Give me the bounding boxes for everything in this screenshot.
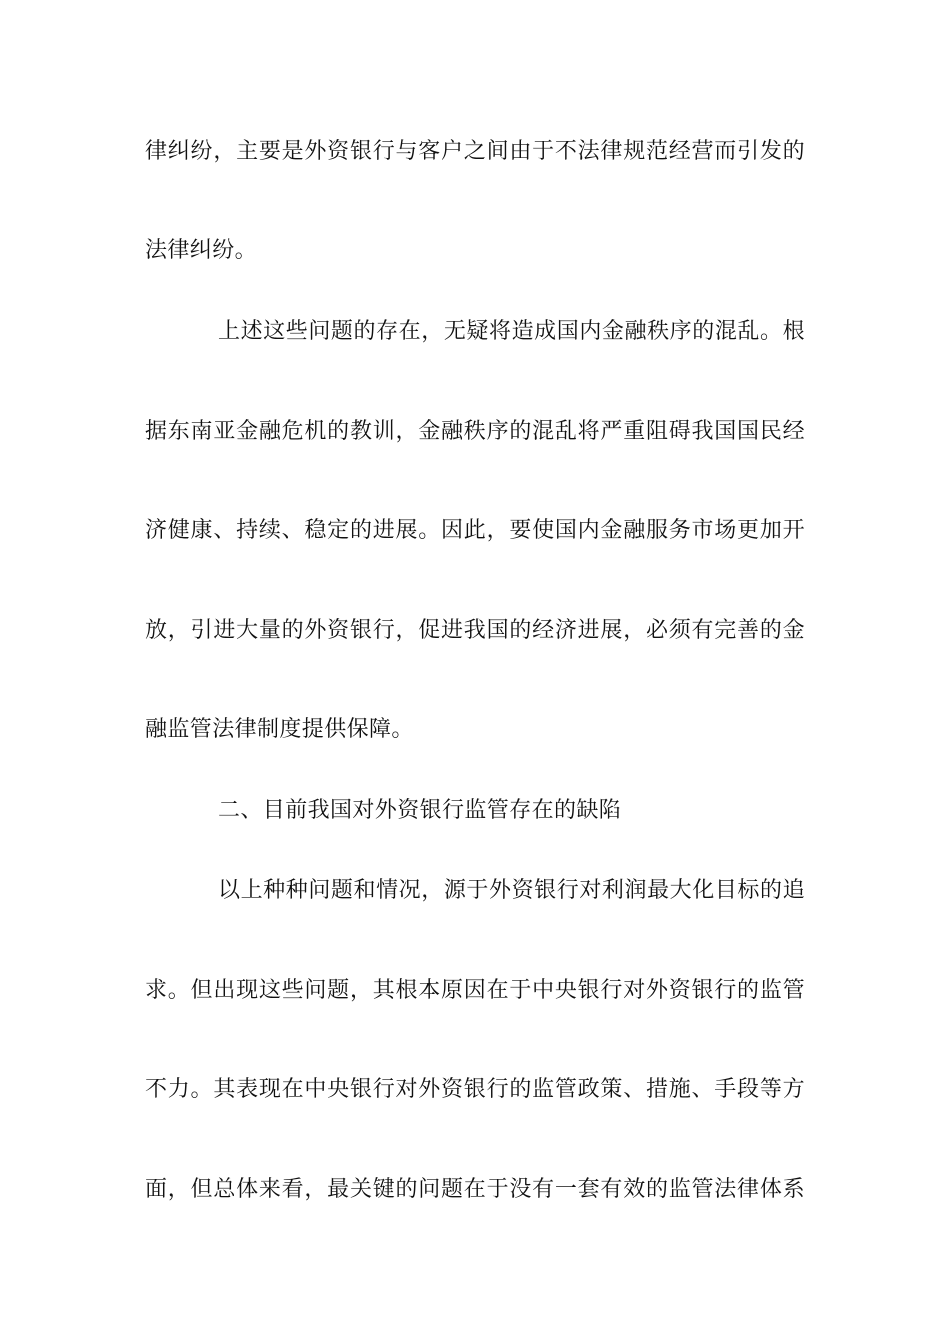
paragraph-line: 求。但出现这些问题，其根本原因在于中央银行对外资银行的监管 [145,978,805,1003]
paragraph-line: 融监管法律制度提供保障。 [145,717,414,742]
section-heading: 二、目前我国对外资银行监管存在的缺陷 [218,798,622,823]
paragraph-line: 放，引进大量的外资银行，促进我国的经济进展，必须有完善的金 [145,618,805,643]
paragraph-line: 据东南亚金融危机的教训，金融秩序的混乱将严重阻碍我国国民经 [145,419,805,444]
paragraph-line: 法律纠纷。 [145,238,258,263]
paragraph-line: 不力。其表现在中央银行对外资银行的监管政策、措施、手段等方 [145,1077,805,1102]
paragraph-line: 上述这些问题的存在，无疑将造成国内金融秩序的混乱。根 [218,319,805,344]
paragraph-line: 济健康、持续、稳定的进展。因此，要使国内金融服务市场更加开 [145,518,805,543]
paragraph-line: 以上种种问题和情况，源于外资银行对利润最大化目标的追 [218,878,805,903]
paragraph-line: 面，但总体来看，最关键的问题在于没有一套有效的监管法律体系 [145,1177,805,1202]
paragraph-line: 律纠纷，主要是外资银行与客户之间由于不法律规范经营而引发的 [145,139,805,164]
